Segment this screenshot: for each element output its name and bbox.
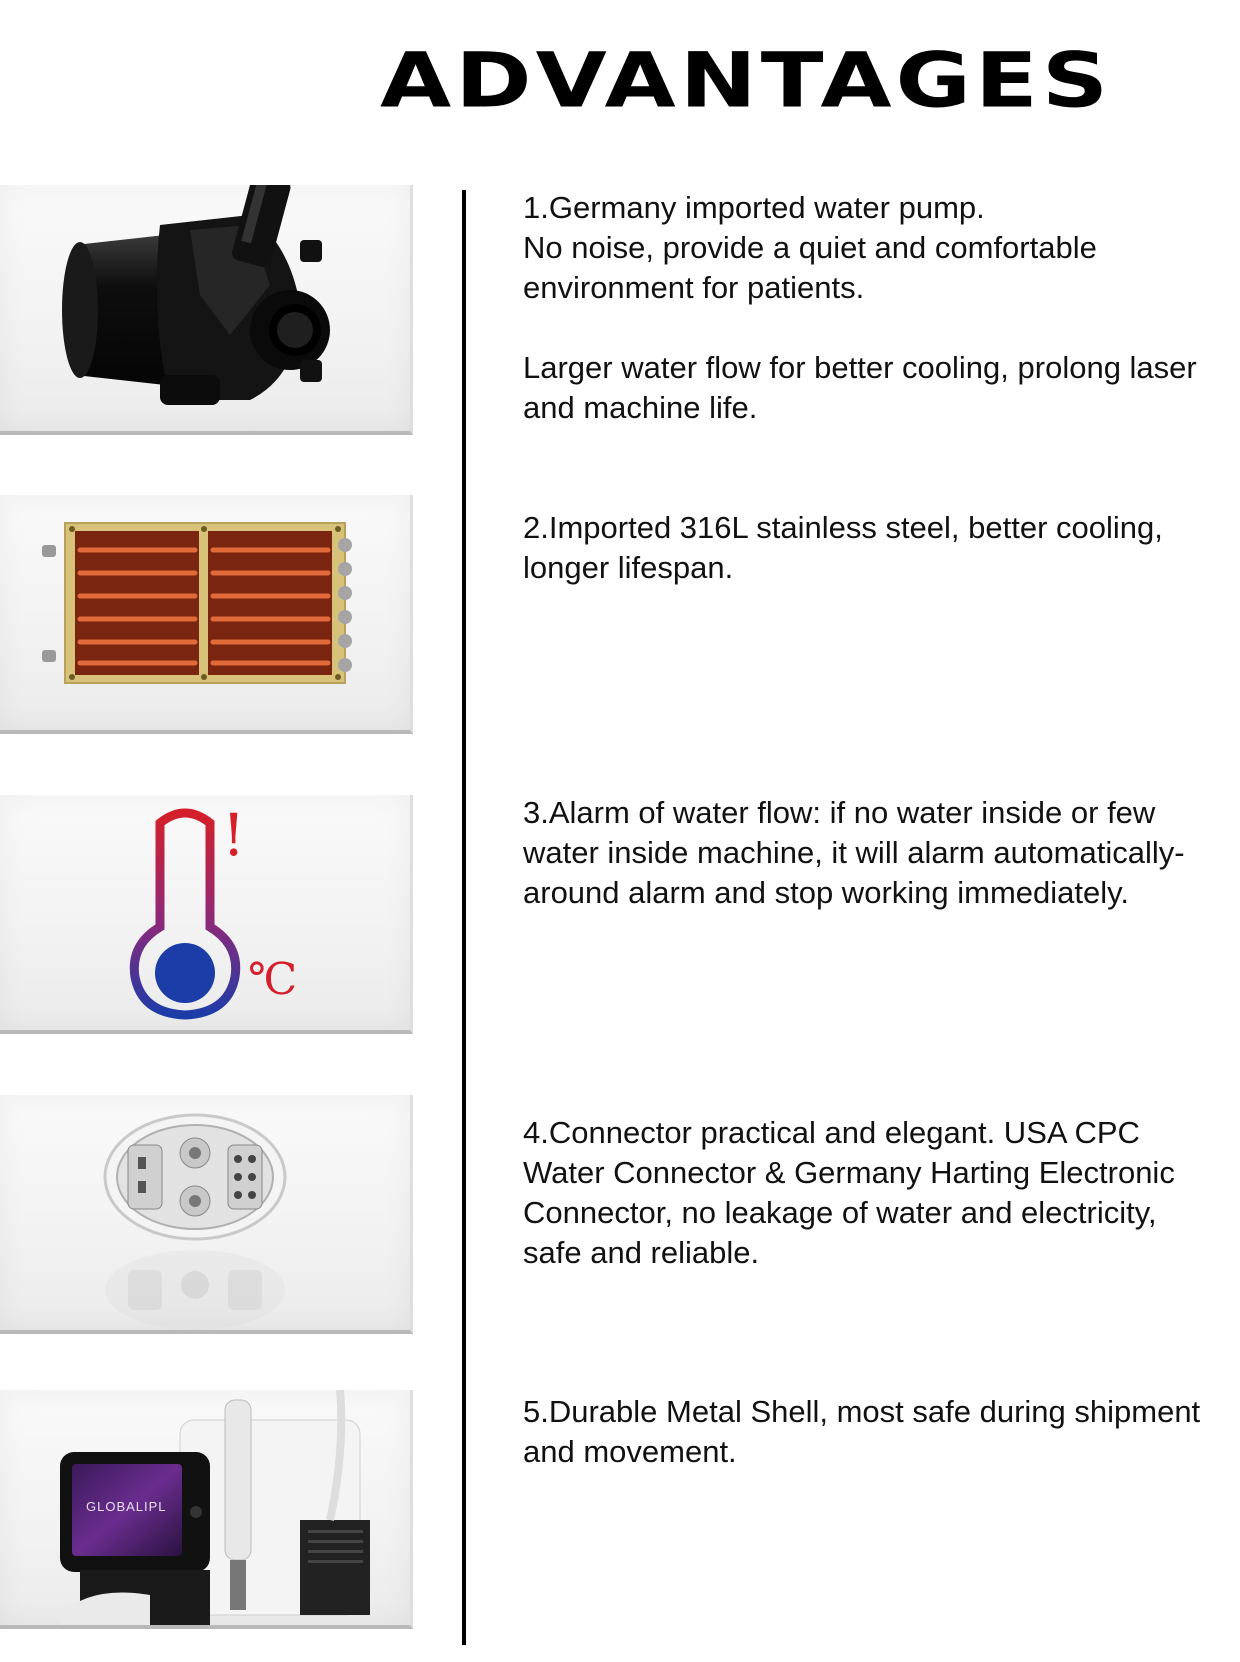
celsius-unit-icon: ℃ — [248, 954, 298, 1005]
advantage-5-text: 5.Durable Metal Shell, most safe during shipment and movement. — [523, 1394, 1201, 1469]
advantage-1-paragraph-2: Larger water flow for better cooling, prolong laser and machine life. — [523, 350, 1197, 425]
connector-image — [0, 1095, 413, 1334]
advantage-1-text — [523, 188, 1213, 428]
thermometer-alarm-image — [0, 795, 413, 1034]
metal-shell-machine-image — [0, 1390, 413, 1629]
alarm-exclamation-icon: ! — [222, 801, 246, 869]
advantage-2-text: 2.Imported 316L stainless steel, better cooling, longer lifespan. — [523, 510, 1163, 585]
water-pump-image — [0, 185, 413, 435]
vertical-divider — [462, 190, 466, 1645]
advantage-1-paragraph-1: 1.Germany imported water pump. No noise, provide a quiet and comfortable environment for patients. — [523, 190, 1097, 305]
stainless-steel-radiator-image — [0, 495, 413, 734]
screen-logo: GLOBALIPL — [86, 1499, 167, 1514]
page-title: ADVANTAGES — [380, 36, 1113, 125]
advantage-3-text: 3.Alarm of water flow: if no water inside or few water inside machine, it will alarm automatically-around alarm and stop working immediately. — [523, 795, 1185, 910]
advantage-4-text: 4.Connector practical and elegant. USA CPC Water Connector & Germany Harting Electronic Connector, no leakage of water and electricity, safe and reliable. — [523, 1115, 1175, 1270]
